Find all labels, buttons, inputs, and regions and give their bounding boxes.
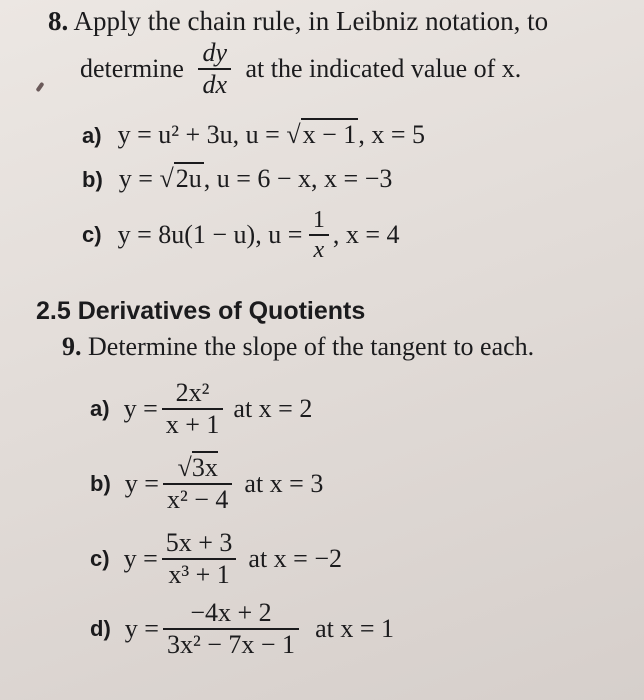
equation-text: , x = 4 xyxy=(332,220,400,249)
evaluation-point: at x = 2 xyxy=(233,394,313,423)
fraction xyxy=(163,455,232,513)
question-9-line1 xyxy=(62,332,534,362)
q9-part-c xyxy=(90,530,342,588)
numerator: 2x² xyxy=(175,378,210,407)
derivative-denominator: dx xyxy=(198,68,231,98)
radical: √2u xyxy=(159,164,202,193)
equation-lhs: y = xyxy=(124,614,159,643)
equation-lhs: y = xyxy=(123,394,158,423)
numerator: −4x + 2 xyxy=(190,598,272,627)
numerator: 5x + 3 xyxy=(165,528,233,557)
part-label: c) xyxy=(90,546,110,571)
question-stem: Apply the chain rule, in Leibniz notation, to xyxy=(73,6,549,36)
denominator: x³ + 1 xyxy=(162,558,237,588)
fraction xyxy=(162,380,224,438)
radicand: 2u xyxy=(175,164,202,193)
denominator: x² − 4 xyxy=(163,483,232,513)
part-label: c) xyxy=(82,222,102,247)
part-label: b) xyxy=(82,167,103,192)
question-8-line1 xyxy=(48,6,548,37)
q9-part-d xyxy=(90,600,394,658)
q9-part-b xyxy=(90,455,323,513)
question-number: 8. xyxy=(48,6,69,36)
q9-part-a xyxy=(90,380,312,438)
equation-lhs: y = xyxy=(123,544,158,573)
fraction xyxy=(162,530,237,588)
q8-part-a xyxy=(82,120,425,150)
equation-text: , x = 5 xyxy=(358,120,425,149)
derivative-numerator: dy xyxy=(202,38,227,67)
numerator: 1 xyxy=(312,207,325,233)
radicand: x − 1 xyxy=(302,120,357,149)
part-label: a) xyxy=(82,123,102,148)
question-8-line2 xyxy=(80,40,521,98)
radicand: 3x xyxy=(191,453,218,482)
denominator: 3x² − 7x − 1 xyxy=(163,628,299,658)
part-label: a) xyxy=(90,396,110,421)
fraction xyxy=(163,600,299,658)
evaluation-point: at x = 3 xyxy=(244,469,324,498)
numerator: √3x xyxy=(177,453,218,482)
evaluation-point: at x = −2 xyxy=(248,544,342,573)
equation-text: , u = 6 − x, x = −3 xyxy=(203,164,393,193)
denominator: x xyxy=(309,234,329,262)
equation-text: y = u² + 3u, u = xyxy=(117,120,287,149)
question-stem-part: determine xyxy=(80,54,184,83)
evaluation-point: at x = 1 xyxy=(315,614,394,643)
fraction xyxy=(309,208,329,262)
equation-lhs: y = xyxy=(124,469,159,498)
part-label: b) xyxy=(90,471,111,496)
question-number: 9. xyxy=(62,332,82,361)
equation-text: y = xyxy=(118,164,160,193)
denominator: x + 1 xyxy=(162,408,224,438)
part-label: d) xyxy=(90,616,111,641)
radical: √x − 1 xyxy=(286,120,357,149)
leibniz-derivative xyxy=(198,40,231,98)
question-stem: Determine the slope of the tangent to each. xyxy=(88,332,535,361)
pen-mark xyxy=(35,82,44,92)
equation-text: y = 8u(1 − u), u = xyxy=(117,220,309,249)
q8-part-b xyxy=(82,164,392,194)
q8-part-c xyxy=(82,208,400,262)
question-stem-part: at the indicated value of x. xyxy=(245,54,522,83)
section-heading: 2.5 Derivatives of Quotients xyxy=(36,297,366,325)
